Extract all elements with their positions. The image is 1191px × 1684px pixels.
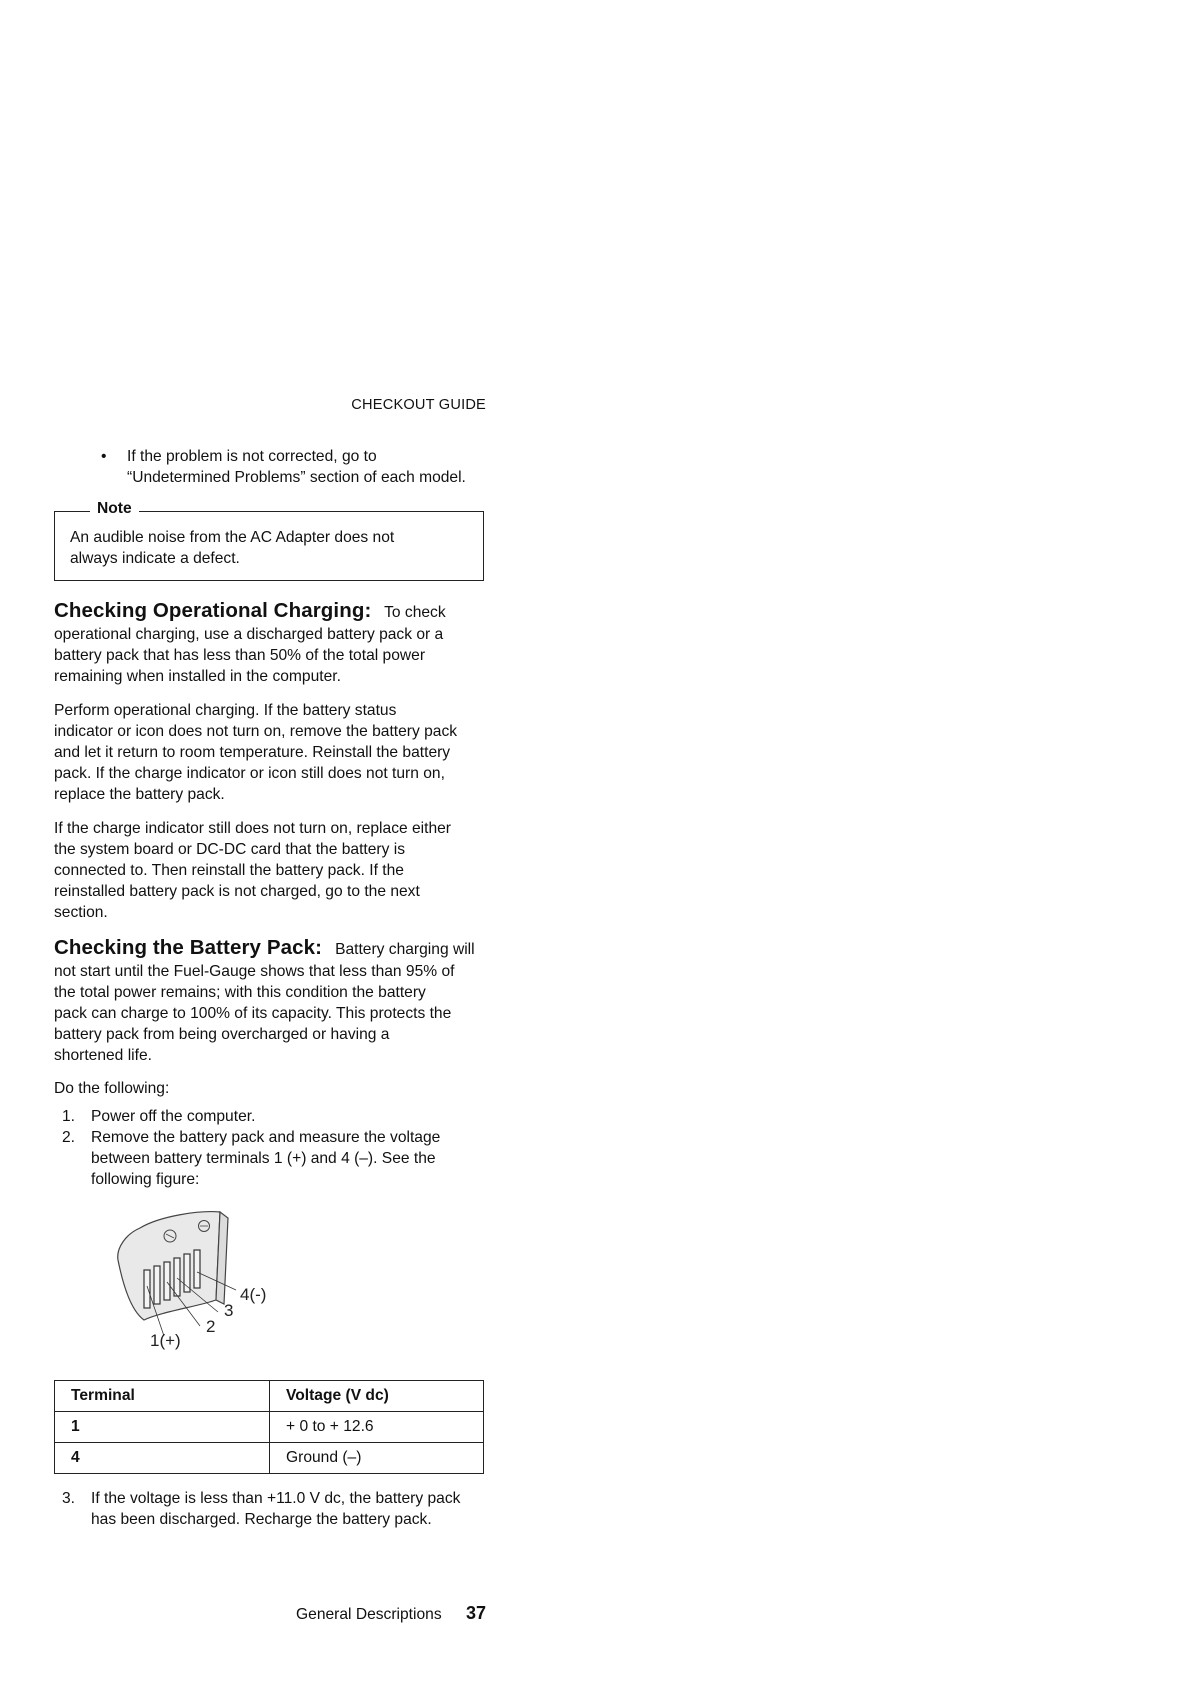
list-item-2-number: 2. — [62, 1129, 76, 1146]
terminal-label-1: 1(+) — [150, 1331, 181, 1350]
bullet-text-line-1: If the problem is not corrected, go to — [127, 448, 377, 465]
list-item-2-line-1: Remove the battery pack and measure the voltage — [91, 1129, 441, 1146]
paragraph-2-line-1: Perform operational charging. If the battery status — [54, 702, 397, 719]
paragraph-2-line-2: indicator or icon does not turn on, remove the battery pack — [54, 723, 458, 740]
charging-paragraph-2 — [54, 700, 486, 805]
battery-intro-line-2: not start until the Fuel-Gauge shows that less than 95% of — [54, 963, 455, 980]
table-header-voltage: Voltage (V dc) — [270, 1381, 484, 1412]
table-row — [55, 1412, 484, 1443]
battery-terminal-figure — [100, 1200, 280, 1350]
paragraph-3-line-5: section. — [54, 904, 108, 921]
page-footer — [240, 1603, 486, 1624]
note-text-line-1: An audible noise from the AC Adapter does not — [70, 529, 395, 546]
table-header-row — [55, 1381, 484, 1412]
list-item-3-line-1: If the voltage is less than +11.0 V dc, the battery pack — [91, 1490, 461, 1507]
paragraph-3-line-2: the system board or DC-DC card that the battery is — [54, 841, 405, 858]
charging-paragraph-3 — [54, 818, 486, 923]
charging-intro-line-4: remaining when installed in the computer. — [54, 668, 341, 685]
battery-intro-line-1: Battery charging will — [335, 941, 475, 958]
battery-intro-line-4: pack can charge to 100% of its capacity. This protects the — [54, 1005, 452, 1022]
paragraph-2-line-3: and let it return to room temperature. Reinstall the battery — [54, 744, 451, 761]
list-item-2-line-2: between battery terminals 1 (+) and 4 (–). See the — [91, 1150, 436, 1167]
list-item-1-number: 1. — [62, 1108, 76, 1125]
list-item-1 — [54, 1106, 494, 1127]
battery-intro-line-5: battery pack from being overcharged or having a — [54, 1026, 390, 1043]
heading-battery-pack: Checking the Battery Pack: — [54, 936, 323, 959]
note-text — [70, 527, 470, 569]
list-item-2 — [54, 1127, 494, 1190]
list-item-2-line-3: following figure: — [91, 1171, 200, 1188]
battery-intro — [54, 936, 486, 1066]
bullet-dot: • — [101, 448, 107, 465]
table-cell-voltage: Ground (–) — [270, 1443, 484, 1474]
table-header-terminal: Terminal — [55, 1381, 270, 1412]
bullet-text-line-2: “Undetermined Problems” section of each model. — [127, 469, 466, 486]
terminal-label-4: 4(-) — [240, 1285, 267, 1304]
table-row — [55, 1443, 484, 1474]
battery-intro-line-3: the total power remains; with this condition the battery — [54, 984, 426, 1001]
battery-intro-line-6: shortened life. — [54, 1047, 152, 1064]
charging-intro-line-1: To check — [384, 604, 446, 621]
bullet-item — [101, 446, 491, 488]
terminal-label-2: 2 — [206, 1317, 216, 1336]
page-number: 37 — [465, 1603, 486, 1623]
paragraph-2-line-5: replace the battery pack. — [54, 786, 225, 803]
charging-intro-line-2: operational charging, use a discharged battery pack or a — [54, 626, 444, 643]
charging-intro — [54, 599, 486, 687]
list-item-3 — [54, 1488, 494, 1530]
do-following-text: Do the following: — [54, 1080, 170, 1097]
terminal-label-3: 3 — [224, 1301, 234, 1320]
list-item-1-line-1: Power off the computer. — [91, 1108, 256, 1125]
list-item-3-number: 3. — [62, 1490, 76, 1507]
charging-intro-line-3: battery pack that has less than 50% of the total power — [54, 647, 426, 664]
table-cell-terminal: 1 — [55, 1412, 270, 1443]
paragraph-2-line-4: pack. If the charge indicator or icon still does not turn on, — [54, 765, 445, 782]
list-item-3-line-2: has been discharged. Recharge the battery pack. — [91, 1511, 432, 1528]
heading-operational-charging: Checking Operational Charging: — [54, 599, 372, 622]
paragraph-3-line-1: If the charge indicator still does not turn on, replace either — [54, 820, 452, 837]
table-cell-voltage: + 0 to + 12.6 — [270, 1412, 484, 1443]
note-label: Note — [90, 500, 139, 518]
paragraph-3-line-4: reinstalled battery pack is not charged, go to the next — [54, 883, 420, 900]
note-text-line-2: always indicate a defect. — [70, 550, 240, 567]
voltage-table — [54, 1380, 484, 1474]
table-cell-terminal: 4 — [55, 1443, 270, 1474]
running-header: CHECKOUT GUIDE — [351, 397, 486, 413]
paragraph-3-line-3: connected to. Then reinstall the battery pack. If the — [54, 862, 404, 879]
footer-section-title: General Descriptions — [296, 1606, 442, 1623]
